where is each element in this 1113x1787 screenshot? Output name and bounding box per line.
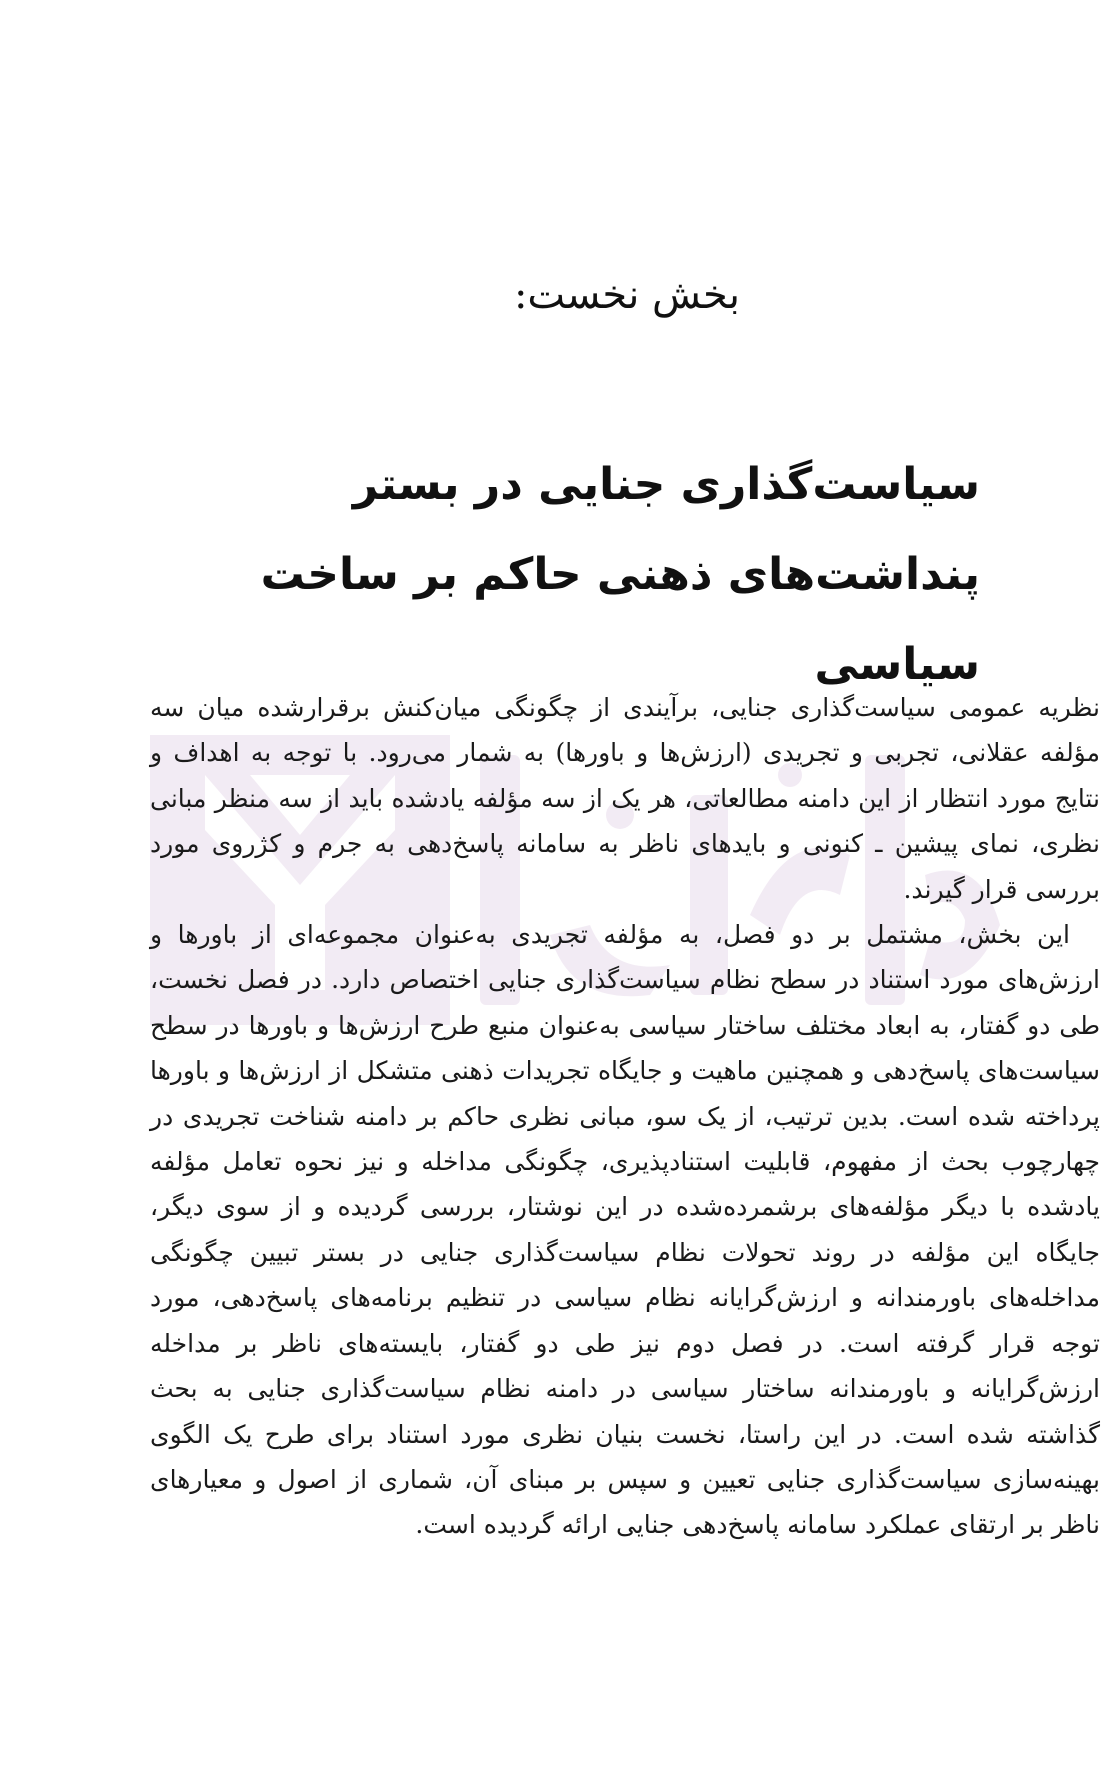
part-title bbox=[240, 440, 980, 710]
part-title-line-2: پنداشت‌های ذهنی حاکم بر ساخت سیاسی bbox=[260, 549, 980, 690]
paragraph: این بخش، مشتمل بر دو فصل، به مؤلفه تجریدی به‌عنوان مجموعه‌ای از باورها و ارزش‌های مورد استناد در سطح نظام سیاست‌گذاری جنایی اختصاص دارد. در فصل نخست، طی دو گفتار، به ابعاد مختلف ساختار سیاسی به‌عنوان منبع طرح ارزش‌ها و باورها در سطح سیاست‌های پاسخ‌دهی و همچنین ماهیت و جایگاه تجریدات ذهنی متشکل از ارزش‌ها و باورها پرداخته شده است. بدین ترتیب، از یک سو، مبانی نظری حاکم بر دامنه شناخت تجریدی در چهارچوب بحث از مفهوم، قابلیت استنادپذیری، چگونگی مداخله و نیز نحوه تعامل مؤلفه یادشده با دیگر مؤلفه‌های برشمرده‌شده در این نوشتار، بررسی گردیده و از سوی دیگر، جایگاه این مؤلفه در روند تحولات نظام سیاست‌گذاری جنایی در بستر تبیین چگونگی مداخله‌های باورمندانه و ارزش‌گرایانه نظام سیاسی در تنظیم برنامه‌های پاسخ‌دهی، مورد توجه قرار گرفته است. در فصل دوم نیز طی دو گفتار، بایسته‌های ناظر بر مداخله ارزش‌گرایانه و باورمندانه ساختار سیاسی در دامنه نظام سیاست‌گذاری جنایی به بحث گذاشته شده است. در این راستا، نخست بنیان نظری مورد استناد برای طرح یک الگوی بهینه‌سازی سیاست‌گذاری جنایی تعیین و سپس بر مبنای آن، شماری از اصول و معیارهای ناظر بر ارتقای عملکرد سامانه پاسخ‌دهی جنایی ارائه گردیده است. bbox=[150, 920, 1100, 1540]
section-label: بخش نخست: bbox=[513, 272, 740, 318]
part-title-line-1: سیاست‌گذاری جنایی در بستر bbox=[352, 459, 980, 510]
body-text bbox=[150, 685, 1100, 1548]
paragraph: نظریه عمومی سیاست‌گذاری جنایی، برآیندی از چگونگی میان‌کنش برقرارشده میان سه مؤلفه عقلانی، تجربی و تجریدی (ارزش‌ها و باورها) به شمار می‌رود. با توجه به اهداف و نتایج مورد انتظار از این دامنه مطالعاتی، هر یک از سه مؤلفه یادشده باید از سه منظر مبانی نظری، نمای پیشین ـ کنونی و بایدهای ناظر به سامانه پاسخ‌دهی به جرم و کژروی مورد بررسی قرار گیرند. bbox=[150, 693, 1100, 904]
